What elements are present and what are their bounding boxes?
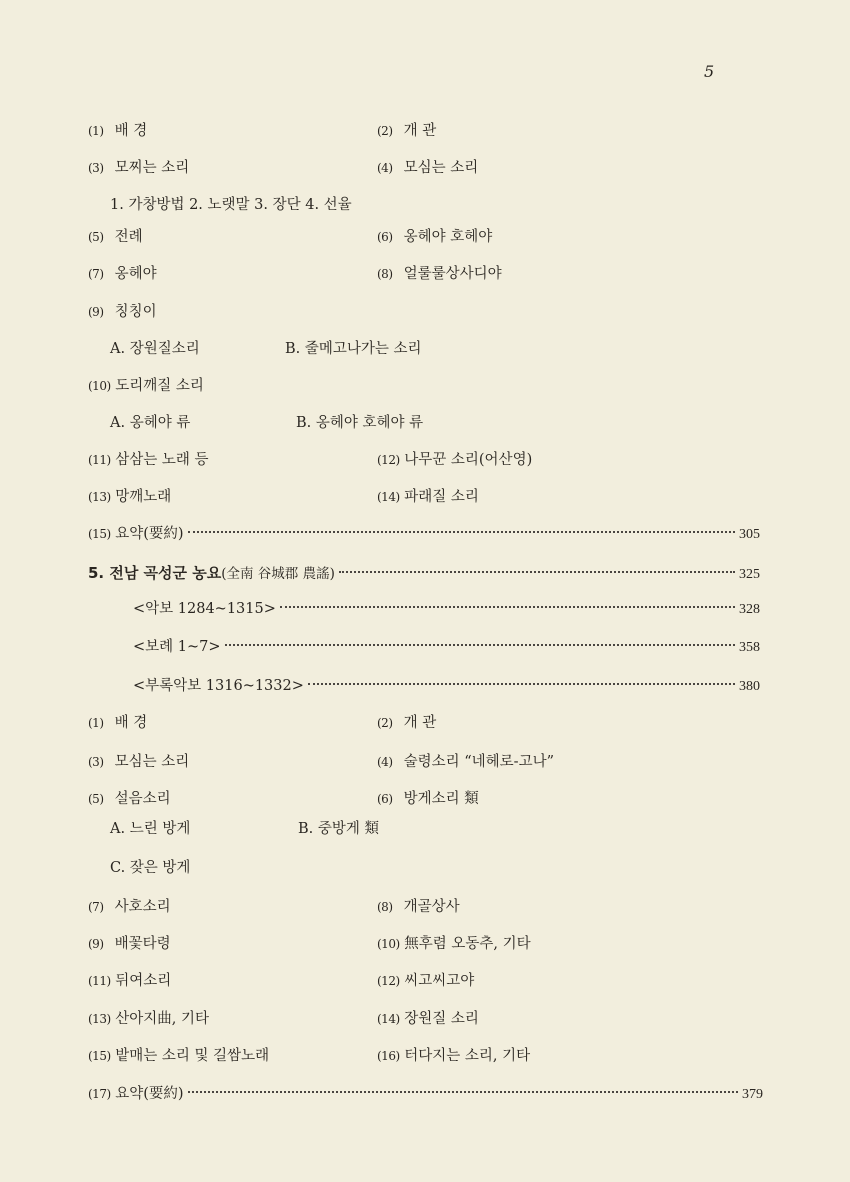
item-number: (5) (88, 792, 104, 806)
list-item (0, 786, 850, 812)
toc-entry (88, 1081, 763, 1107)
dot-leader (225, 644, 735, 646)
item-number: (13) (88, 490, 111, 504)
item-label: B. 옹헤야 호헤야 류 (296, 415, 424, 431)
list-item (0, 855, 850, 881)
item-label: 모심는 소리 (114, 754, 190, 770)
item-label: 나무꾼 소리(어산영) (404, 452, 533, 468)
item-label: 설음소리 (114, 791, 171, 807)
toc-page: 328 (739, 602, 760, 617)
item-number: (1) (88, 124, 104, 138)
item-number: (7) (88, 267, 104, 281)
item-number: (13) (88, 1012, 111, 1026)
toc-entry (133, 596, 760, 622)
list-item (0, 1006, 850, 1032)
list-item (0, 931, 850, 957)
toc-label: <악보 1284~1315> (133, 601, 276, 617)
item-label: 칭칭이 (114, 304, 157, 320)
item-label: 장원질 소리 (404, 1011, 479, 1027)
toc-entry (133, 673, 760, 699)
item-label: 망깨노래 (115, 489, 172, 505)
item-number: (16) (377, 1049, 400, 1063)
page-number: 5 (704, 62, 715, 81)
item-number: (3) (88, 755, 104, 769)
list-item (0, 447, 850, 473)
toc-label: 요약(要約) (115, 526, 184, 542)
item-label: B. 중방게 類 (298, 821, 380, 837)
item-number: (15) (88, 1049, 111, 1063)
item-number: (17) (88, 1087, 111, 1101)
list-item (0, 410, 850, 436)
item-label: 사호소리 (114, 899, 171, 915)
toc-page: 380 (739, 679, 760, 694)
item-label: 뒤여소리 (115, 973, 172, 989)
toc-page: 325 (739, 567, 760, 582)
item-label: C. 잦은 방게 (110, 860, 191, 876)
list-item (0, 261, 850, 287)
item-label: A. 느린 방게 (110, 821, 191, 837)
item-label: 옹헤야 호헤야 (403, 229, 493, 245)
item-label: A. 장원질소리 (110, 341, 200, 357)
list-item (0, 816, 850, 842)
item-number: (14) (377, 1012, 400, 1026)
item-label: 모심는 소리 (403, 160, 479, 176)
list-item (0, 710, 850, 736)
list-item (0, 484, 850, 510)
toc-page: 379 (742, 1087, 763, 1102)
item-label: B. 줄메고나가는 소리 (285, 341, 422, 357)
item-number: (3) (88, 161, 104, 175)
item-label: A. 옹헤야 류 (110, 415, 191, 431)
item-label: 산아지曲, 기타 (115, 1011, 210, 1027)
dot-leader (188, 531, 735, 533)
list-item (0, 299, 850, 325)
toc-page: 358 (739, 640, 760, 655)
item-label: 도리깨질 소리 (115, 378, 204, 394)
item-number: (11) (88, 974, 111, 988)
item-label: 파래질 소리 (404, 489, 479, 505)
item-number: (10) (88, 379, 111, 393)
dot-leader (188, 1091, 738, 1093)
item-number: (14) (377, 490, 400, 504)
list-item (0, 749, 850, 775)
item-number: (9) (88, 305, 104, 319)
item-number: (9) (88, 937, 104, 951)
item-label: 無후렴 오동추, 기타 (404, 936, 531, 952)
item-number: (8) (377, 267, 393, 281)
toc-label: <보례 1~7> (133, 639, 221, 655)
item-label: 배꽃타령 (114, 936, 171, 952)
item-number: (1) (88, 716, 104, 730)
item-number: (7) (88, 900, 104, 914)
item-number: (4) (377, 755, 393, 769)
item-label: 얼룰룰상사디야 (403, 266, 502, 282)
item-number: (5) (88, 230, 104, 244)
item-number: (12) (377, 453, 400, 467)
item-number: (6) (377, 792, 393, 806)
item-label: 전례 (114, 229, 143, 245)
list-item (0, 373, 850, 399)
item-number: (6) (377, 230, 393, 244)
toc-entry (133, 634, 760, 660)
toc-page: 305 (739, 527, 760, 542)
dot-leader (308, 683, 735, 685)
list-item (0, 118, 850, 144)
list-item (0, 894, 850, 920)
item-label: 1. 가창방법 2. 노랫말 3. 장단 4. 선율 (110, 197, 352, 213)
item-label: 개골상사 (403, 899, 460, 915)
section-title: 5. 전남 곡성군 농요 (88, 564, 222, 582)
item-number: (2) (377, 124, 393, 138)
list-item (0, 1043, 850, 1069)
item-label: 터다지는 소리, 기타 (404, 1048, 531, 1064)
list-item (0, 224, 850, 250)
list-item (0, 968, 850, 994)
item-label: 배 경 (114, 715, 148, 731)
item-number: (10) (377, 937, 400, 951)
item-label: 옹헤야 (114, 266, 157, 282)
list-item (0, 192, 850, 218)
item-label: 개 관 (403, 715, 437, 731)
item-label: 삼삼는 노래 등 (115, 452, 209, 468)
item-number: (4) (377, 161, 393, 175)
item-label: 술령소리 “네헤로-고나” (403, 754, 555, 770)
item-label: 밭매는 소리 및 길쌈노래 (115, 1048, 270, 1064)
item-label: 배 경 (114, 123, 148, 139)
section-heading (88, 560, 760, 586)
item-label: 모찌는 소리 (114, 160, 190, 176)
item-label: 방게소리 類 (403, 791, 479, 807)
dot-leader (339, 571, 735, 573)
item-label: 개 관 (403, 123, 437, 139)
section-subtitle: (全南 谷城郡 農謠) (221, 566, 335, 582)
item-number: (12) (377, 974, 400, 988)
toc-label: <부록악보 1316~1332> (133, 678, 304, 694)
list-item (0, 155, 850, 181)
item-number: (11) (88, 453, 111, 467)
item-number: (2) (377, 716, 393, 730)
item-label: 씨고씨고야 (404, 973, 475, 989)
list-item (0, 336, 850, 362)
dot-leader (280, 606, 735, 608)
toc-label: 요약(要約) (115, 1086, 184, 1102)
item-number: (15) (88, 527, 111, 541)
item-number: (8) (377, 900, 393, 914)
toc-entry (88, 521, 760, 547)
